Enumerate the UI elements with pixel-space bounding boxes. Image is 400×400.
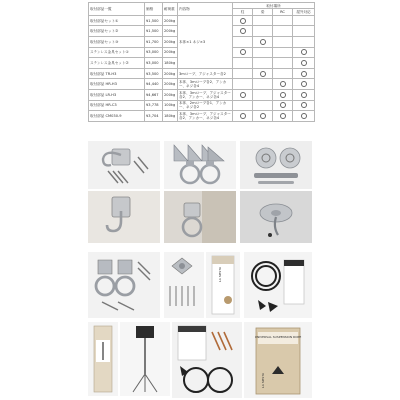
contents-cell: 本体、3mロープ、アジャスター各2、アンカー、ネジ各4 bbox=[179, 111, 231, 120]
header-pillar: 柱 bbox=[233, 9, 253, 15]
location-mark-cell bbox=[293, 47, 315, 58]
box-brand-text: LA SIESTA bbox=[218, 267, 222, 282]
location-mark-cell bbox=[273, 58, 293, 69]
ceiling-plate-photo bbox=[240, 191, 312, 243]
price-cell: ¥3,000 bbox=[145, 47, 163, 58]
location-mark-cell bbox=[273, 68, 293, 79]
location-mark-cell bbox=[273, 36, 293, 47]
hanging-chair-mount-photo bbox=[120, 322, 170, 396]
header-location-group: 取付場所 bbox=[233, 3, 315, 9]
location-mark-cell bbox=[233, 79, 253, 90]
location-mark-cell bbox=[293, 79, 315, 90]
contents-cell: 本体、3mロープ、アジャスター各2、アンカー、ネジ各4 bbox=[179, 90, 231, 99]
load-cell: 200kg bbox=[163, 68, 178, 79]
location-mark-cell bbox=[233, 68, 253, 79]
load-cell: 180kg bbox=[163, 111, 178, 122]
load-cell: 200kg bbox=[163, 36, 178, 47]
price-cell: ¥1,500 bbox=[145, 15, 163, 26]
circle-mark-icon bbox=[260, 71, 266, 77]
circle-mark-icon bbox=[280, 102, 286, 108]
location-mark-cell bbox=[293, 100, 315, 111]
circle-mark-icon bbox=[301, 71, 307, 77]
load-cell: 100kg bbox=[163, 100, 178, 111]
hook-installed-photo bbox=[88, 191, 160, 243]
load-cell: 200kg bbox=[163, 47, 178, 58]
location-mark-cell bbox=[233, 26, 253, 37]
ring-installed-photo bbox=[164, 191, 236, 243]
location-mark-cell bbox=[233, 89, 253, 100]
location-mark-cell bbox=[253, 26, 273, 37]
circle-mark-icon bbox=[301, 49, 307, 55]
location-mark-cell bbox=[273, 15, 293, 26]
price-cell: ¥3,500 bbox=[145, 68, 163, 79]
part-name-cell: 取付部品 LR-H3 bbox=[89, 89, 145, 100]
location-mark-cell bbox=[233, 15, 253, 26]
location-mark-cell bbox=[273, 79, 293, 90]
location-mark-cell bbox=[253, 47, 273, 58]
la-siesta-box-photo bbox=[206, 252, 240, 318]
circle-mark-icon bbox=[240, 92, 246, 98]
package-brand-text: LA SIESTA bbox=[261, 373, 265, 388]
location-mark-cell bbox=[293, 26, 315, 37]
location-mark-cell bbox=[293, 111, 315, 122]
circle-mark-icon bbox=[301, 102, 307, 108]
mounting-parts-table bbox=[88, 2, 315, 122]
load-cell: 180kg bbox=[163, 58, 178, 69]
location-mark-cell bbox=[273, 100, 293, 111]
circle-mark-icon bbox=[301, 113, 307, 119]
price-cell: ¥3,778 bbox=[145, 100, 163, 111]
rope-anchor-kit-photo bbox=[172, 322, 242, 398]
contents-cell: 本体、3mロープ各2、アンカー、ネジ各4 bbox=[178, 79, 233, 90]
location-mark-cell bbox=[253, 111, 273, 122]
table-row bbox=[89, 89, 315, 100]
round-plate-set-photo bbox=[240, 141, 312, 189]
circle-mark-icon bbox=[240, 49, 246, 55]
part-name-cell: 取付部品セット③ bbox=[89, 36, 145, 47]
load-cell: 200kg bbox=[163, 15, 178, 26]
location-mark-cell bbox=[233, 36, 253, 47]
header-price: 価格 bbox=[145, 3, 163, 16]
location-mark-cell bbox=[233, 47, 253, 58]
location-mark-cell bbox=[253, 36, 273, 47]
location-mark-cell bbox=[253, 15, 273, 26]
part-name-cell: 取付部品セット① bbox=[89, 15, 145, 26]
table-row bbox=[89, 15, 315, 26]
header-outdoor: 屋外対応 bbox=[293, 9, 315, 15]
circle-mark-icon bbox=[301, 81, 307, 87]
plate-screws-photo bbox=[164, 252, 204, 318]
ring-plate-set-photo bbox=[164, 141, 236, 189]
header-contents: 内容物 bbox=[178, 3, 233, 16]
price-cell: ¥4,440 bbox=[145, 79, 163, 90]
load-cell: 200kg bbox=[163, 79, 178, 90]
part-name-cell: 取付部品 HR-C3 bbox=[89, 100, 145, 111]
table-body bbox=[89, 15, 315, 121]
location-mark-cell bbox=[293, 15, 315, 26]
location-mark-cell bbox=[233, 111, 253, 122]
location-mark-cell bbox=[253, 100, 273, 111]
circle-mark-icon bbox=[240, 113, 246, 119]
location-mark-cell bbox=[233, 58, 253, 69]
circle-mark-icon bbox=[301, 92, 307, 98]
location-mark-cell bbox=[273, 26, 293, 37]
price-cell: ¥4,667 bbox=[145, 89, 163, 100]
suspension-box-photo bbox=[88, 322, 118, 396]
circle-mark-icon bbox=[260, 39, 266, 45]
circle-mark-icon bbox=[301, 60, 307, 66]
header-load: 耐荷重 bbox=[163, 3, 178, 16]
circle-mark-icon bbox=[280, 113, 286, 119]
package-product-label: UNIVERSAL SUSPENSION ROPE bbox=[254, 335, 302, 339]
location-mark-cell bbox=[293, 36, 315, 47]
location-mark-cell bbox=[233, 100, 253, 111]
circle-mark-icon bbox=[280, 81, 286, 87]
universal-suspension-box-photo bbox=[244, 322, 312, 398]
shared-contents-cell: 本体×1 ネジ×3 bbox=[178, 15, 233, 68]
price-cell: ¥3,704 bbox=[145, 111, 163, 122]
circle-mark-icon bbox=[260, 113, 266, 119]
table-row bbox=[89, 100, 315, 111]
location-mark-cell bbox=[293, 58, 315, 69]
ring-kit-photo bbox=[88, 252, 160, 318]
location-mark-cell bbox=[293, 89, 315, 100]
part-name-cell: 取付部品 TR-H3 bbox=[89, 68, 145, 79]
part-name-cell: 取付部品セット② bbox=[89, 26, 145, 37]
location-mark-cell bbox=[253, 79, 273, 90]
hook-set-photo bbox=[88, 141, 160, 189]
load-cell: 200kg bbox=[163, 89, 178, 100]
location-mark-cell bbox=[273, 89, 293, 100]
header-beam: 梁 bbox=[253, 9, 273, 15]
price-cell: ¥1,700 bbox=[145, 36, 163, 47]
table-row bbox=[89, 79, 315, 90]
header-parts-list: 取付部品一覧 bbox=[89, 3, 145, 16]
table-row bbox=[89, 68, 315, 79]
location-mark-cell bbox=[253, 68, 273, 79]
circle-mark-icon bbox=[280, 92, 286, 98]
price-cell: ¥3,000 bbox=[145, 58, 163, 69]
location-mark-cell bbox=[293, 68, 315, 79]
part-name-cell: ステンレス金具セット② bbox=[89, 58, 145, 69]
rope-kit-photo bbox=[244, 252, 312, 318]
location-mark-cell bbox=[253, 89, 273, 100]
location-mark-cell bbox=[273, 47, 293, 58]
location-mark-cell bbox=[253, 58, 273, 69]
circle-mark-icon bbox=[240, 28, 246, 34]
location-mark-cell bbox=[273, 111, 293, 122]
part-name-cell: 取付部品 CM030-9 bbox=[89, 111, 145, 122]
contents-cell: 3mロープ、アジャスター各2 bbox=[178, 68, 233, 79]
load-cell: 200kg bbox=[163, 26, 178, 37]
header-rc: RC bbox=[273, 9, 293, 15]
part-name-cell: ステンレス金具セット① bbox=[89, 47, 145, 58]
circle-mark-icon bbox=[240, 18, 246, 24]
part-name-cell: 取付部品 HR-H3 bbox=[89, 79, 145, 90]
contents-cell: 本体、2mロープ各1、アンカー、ネジ各2 bbox=[178, 100, 233, 111]
table-row bbox=[89, 111, 315, 122]
price-cell: ¥1,500 bbox=[145, 26, 163, 37]
